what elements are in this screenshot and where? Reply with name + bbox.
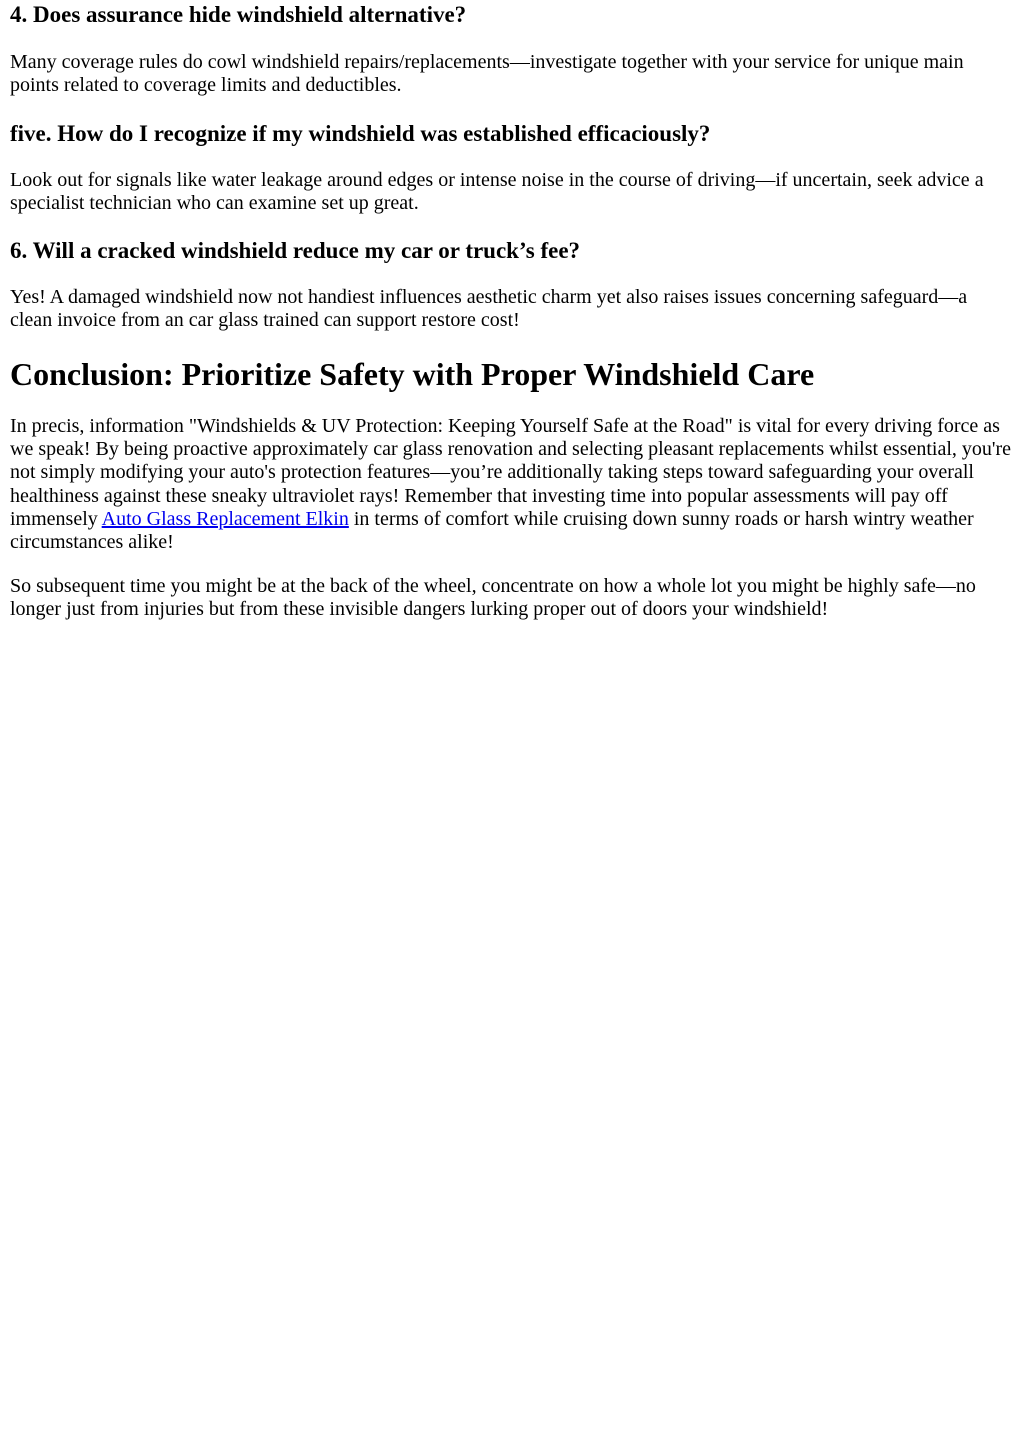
faq-answer-q5: Look out for signals like water leakage around edges or intense noise in the course of driving—if uncertain, seek advice a specialist technician who can examine set up great. [10,168,984,214]
faq-answer-q6: Yes! A damaged windshield now not handiest influences aesthetic charm yet also raises issues concerning safeguard—a clean invoice from an car glass trained can support restore cost! [10,286,968,332]
conclusion-heading: Conclusion: Prioritize Safety with Proper Windshield Care [10,355,815,392]
conclusion-paragraph-1 [10,415,1014,555]
conclusion-paragraph-2: So subsequent time you might be at the back of the wheel, concentrate on how a whole lot you might be highly safe—no longer just from injuries but from these invisible dangers lurking proper out of doors your windshield! [10,574,976,620]
auto-glass-replacement-link[interactable]: Auto Glass Replacement Elkin [101,507,349,530]
conclusion-text-after-link: in terms of comfort while cruising down sunny roads or harsh wintry weather circumstances alike! [10,507,974,554]
faq-heading-q6: 6. Will a cracked windshield reduce my car or truck’s fee? [10,238,581,264]
faq-heading-q5: five. How do I recognize if my windshield was established efficaciously? [10,120,711,146]
faq-answer-q4: Many coverage rules do cowl windshield repairs/replacements—investigate together with your service for unique main points related to coverage limits and deductibles. [10,51,964,97]
conclusion-text-before-link: In precis, information "Windshields & UV Protection: Keeping Yourself Safe at the Road" is vital for every driving force as we speak! By being proactive approximately car glass renovation and selecting pleasant replacements whilst essential, you're not simply modifying your auto's protection features—you’re additionally taking steps toward safeguarding your overall healthiness against these sneaky ultraviolet rays! Remember that investing time into popular assessments will pay off immensely [10,414,1012,530]
article-body [0,1,1024,621]
faq-heading-q4: 4. Does assurance hide windshield alternative? [10,2,467,27]
